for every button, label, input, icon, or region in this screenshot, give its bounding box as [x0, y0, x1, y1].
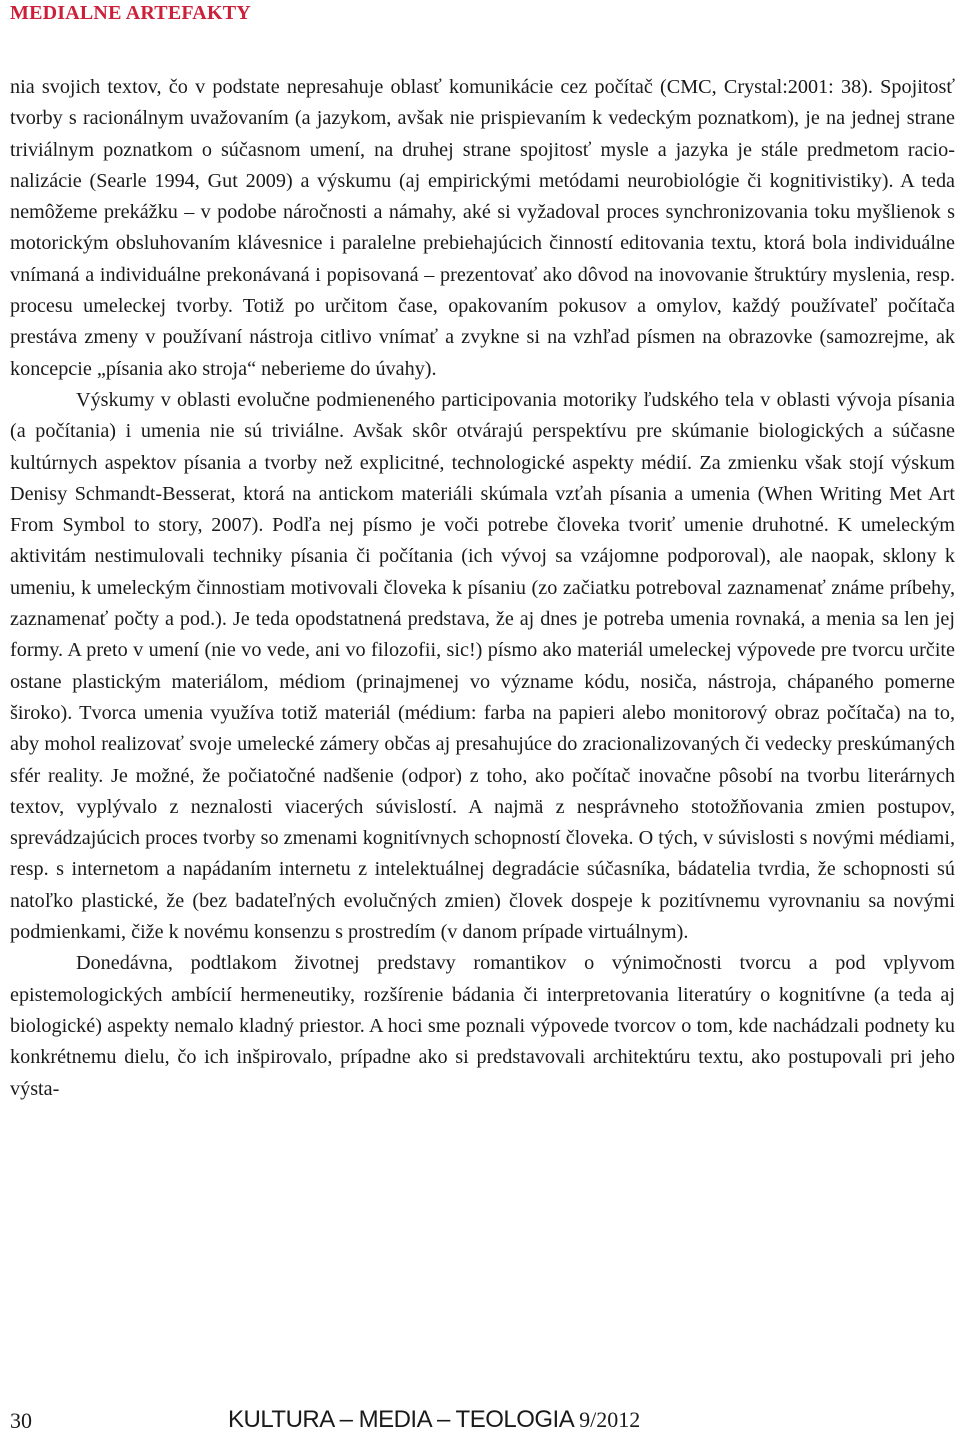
journal-name: KULTURA – MEDIA – TEOLOGIA: [228, 1406, 573, 1433]
journal-issue: 9/2012: [579, 1407, 641, 1432]
paragraph-2: Výskumy v oblasti evolučne podmieneného participovania motoriky ľudského tela v oblasti vývoja písania (a počítania) i umenia nie sú triviálne. Avšak skôr otvárajú perspektívu pre skúmanie biologických a súčasne kultúrnych aspektov písania a tvorby než explicitné, technologické aspekty médií. Za zmienku však stojí výskum Denisy Schmandt-Besserat, ktorá na antickom materiáli skúmala vzťah písania a umenia (When Writing Met Art From Symbol to story, 2007). Podľa nej písmo je voči potrebe človeka tvoriť umenie druhotné. K umeleckým aktivitám nestimulovali techniky písania či počítania (ich vývoj sa vzájomne podporoval), ale naopak, sklony k umeniu, k umeleckým činnostiam motivovali človeka k písaniu (zo začiatku potreboval zaznamenať známe príbehy, zaznamenať počty a pod.). Je teda opodstatnená predstava, že aj dnes je potreba umenia rovnaká, a menia sa len jej formy. A preto v umení (nie vo vede, ani vo filozofii, sic!) písmo ako materiál umeleckej výpovede pre tvorcu určite ostane plastickým materiálom, médiom (prinajmenej vo význame kódu, nosiča, nástroja, chápaného pomerne široko). Tvorca umenia využíva totiž materiál (médium: farba na papieri alebo monitorový obraz počítača) na to, aby mohol realizovať svoje umelecké zámery občas aj presahujúce do zracionalizovaných či vedecky preskúmaných sfér reality. Je možné, že počiatočné nadšenie (odpor) z toho, ako počítač inovačne pôsobí na tvorbu literárnych textov, vyplývalo z neznalosti viacerých súvislostí. A najmä z nesprávneho stotožňovania zmien postupov, sprevádzajúcich proces tvorby so zmenami kognitívnych schopností človeka. O tých, v súvislosti s novými médiami, resp. s internetom a napádaním internetu z intelektuálnej degradácie súčasníka, bádatelia tvrdia, že schopnosti sú natoľko plastické, že (bez badateľných evolučných zmien) človek dospeje k pozitívnemu vyrovnaniu sa novými podmienkami, čiže k novému konsenzu s prostredím (v danom prípade virtuálnym).: [10, 388, 955, 944]
paragraph-1: nia svojich textov, čo v podstate nepresahuje oblasť komunikácie cez počítač (CMC, Crystal:2001: 38). Spojitosť tvorby s racionálnym uvažovaním (a jazykom, avšak nie prispievaním k vedeckým poznatkom), je na jednej strane triviálnym poznatkom o súčasnom umení, na druhej strane spojitosť mysle a jazyka je stále predmetom racionalizácie (Searle 1994, Gut 2009) a výskumu (aj empirickými metódami neurobiológie či kognitivistiky). A teda nemôžeme prekážku – v podobe náročnosti a námahy, aké si vyžadoval proces synchronizovania toku myšlienok s motorickým obsluhovaním klávesnice i paralelne prebiehajúcich činností editovania textu, ktorá bola individuálne vnímaná a individuálne prekonávaná i popisovaná – prezentovať ako dôvod na inovovanie štruktúry myslenia, resp. procesu umeleckej tvorby. Totiž po určitom čase, opakovaním pokusov a omylov, každý používateľ počítača prestáva zmeny v používaní nástroja citlivo vnímať a zvykne si na vzhľad písmen na obrazovke (samozrejme, ak koncepcie „písania ako stroja“ neberieme do úvahy).: [10, 76, 955, 380]
article-body: [10, 72, 955, 1105]
journal-title: [228, 1406, 640, 1434]
page-number: 30: [10, 1408, 32, 1433]
section-header: MEDIALNE ARTEFAKTY: [10, 2, 251, 24]
paragraph-3: Donedávna, podtlakom životnej predstavy romantikov o výnimočnosti tvorcu a pod vplyvom epistemologických ambícií hermeneutiky, rozšírenie bádania či interpretovania literatúry o kognitívne (a teda aj biologické) aspekty nemalo kladný priestor. A hoci sme poznali výpovede tvorcov o tom, kde nachádzali podnety ku konkrétnemu dielu, čo ich inšpirovalo, prípadne ako si predstavovali architektúru textu, ako postupovali pri jeho výsta-: [10, 952, 955, 1100]
page-footer: [0, 1408, 960, 1438]
